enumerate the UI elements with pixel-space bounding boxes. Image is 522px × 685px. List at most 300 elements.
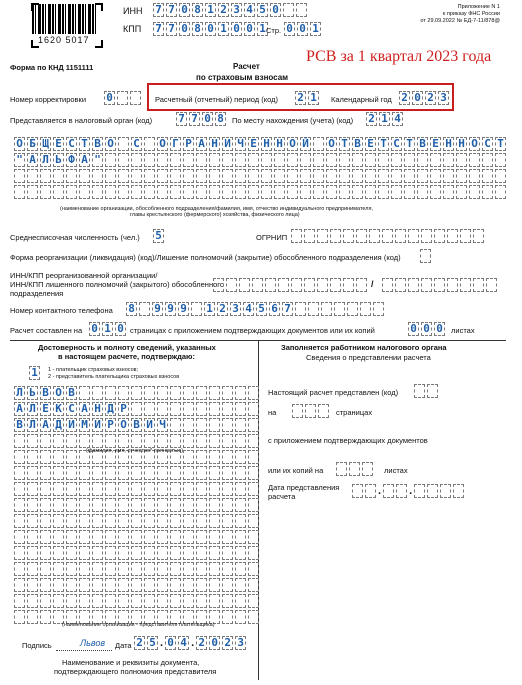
reorg-kpp-cell[interactable] [460,278,471,292]
inn-cell[interactable]: 7 [153,3,164,17]
fio-cell[interactable] [170,514,181,528]
ogrnip-cell[interactable] [421,229,432,243]
right-copies-field[interactable] [336,462,375,476]
sign-date-cell[interactable]: 2 [196,636,207,650]
presented-code-cell[interactable] [427,384,438,398]
submit-date-cell[interactable] [365,484,376,498]
org-name-cell[interactable] [170,153,181,167]
fio-cell[interactable] [196,450,207,464]
reorg-kpp-cell[interactable] [382,278,393,292]
org-name-cell[interactable] [300,185,311,199]
fio-cell[interactable] [222,578,233,592]
org-name-cell[interactable] [456,153,467,167]
fio-cell[interactable] [40,482,51,496]
org-name-cell[interactable]: О [157,137,168,151]
org-name-cell[interactable] [14,185,25,199]
fio-cell[interactable] [66,514,77,528]
fio-cell[interactable] [66,546,77,560]
fio-cell[interactable] [131,498,142,512]
fio-cell[interactable] [144,498,155,512]
fio-cell[interactable] [14,450,25,464]
org-name-cell[interactable] [339,185,350,199]
phone-cell[interactable]: 3 [230,302,241,316]
reorg-kpp-cell[interactable] [486,278,497,292]
kpp-cell[interactable]: 7 [166,22,177,36]
org-name-cell[interactable]: С [482,137,493,151]
fio-cell[interactable] [170,386,181,400]
phone-cell[interactable] [191,302,202,316]
fio-row[interactable] [14,418,261,432]
fio-cell[interactable] [235,514,246,528]
org-name-cell[interactable] [430,185,441,199]
org-name-cell[interactable] [183,185,194,199]
presented-code-cell[interactable] [414,384,425,398]
fio-cell[interactable] [196,418,207,432]
fio-cell[interactable] [66,594,77,608]
org-name-cell[interactable] [27,169,38,183]
fio-cell[interactable] [183,466,194,480]
kpp-field[interactable] [153,22,270,36]
org-name-cell[interactable] [443,185,454,199]
headcount-cell[interactable]: 5 [153,229,164,243]
kpp-cell[interactable]: 0 [231,22,242,36]
fio-cell[interactable] [235,530,246,544]
fio-cell[interactable]: Р [105,418,116,432]
org-name-cell[interactable] [430,169,441,183]
fio-cell[interactable] [79,546,90,560]
sign-date-cell[interactable]: 0 [165,636,176,650]
year-cell[interactable]: 3 [438,91,449,105]
fio-cell[interactable] [222,434,233,448]
fio-cell[interactable] [131,386,142,400]
fio-cell[interactable] [92,562,103,576]
fio-cell[interactable] [14,466,25,480]
fio-cell[interactable] [248,594,259,608]
sign-date-cell[interactable]: 5 [147,636,158,650]
org-name-cell[interactable] [365,169,376,183]
inn-cell[interactable]: 2 [218,3,229,17]
fio-cell[interactable] [40,546,51,560]
org-name-cell[interactable] [14,169,25,183]
phone-cell[interactable] [334,302,345,316]
fio-cell[interactable] [131,482,142,496]
fio-cell[interactable] [118,562,129,576]
org-name-cell[interactable] [157,153,168,167]
org-name-cell[interactable] [144,185,155,199]
fio-cell[interactable] [196,498,207,512]
fio-cell[interactable] [118,578,129,592]
ogrnip-cell[interactable] [395,229,406,243]
fio-cell[interactable] [157,498,168,512]
org-name-cell[interactable] [222,153,233,167]
org-name-cell[interactable] [157,185,168,199]
inn-cell[interactable]: 0 [179,3,190,17]
fio-cell[interactable] [222,546,233,560]
org-name-cell[interactable] [391,153,402,167]
fio-cell[interactable] [118,482,129,496]
reorg-kpp-cell[interactable] [434,278,445,292]
org-name-cell[interactable] [222,185,233,199]
org-name-cell[interactable]: С [66,137,77,151]
fio-cell[interactable] [66,466,77,480]
fio-cell[interactable] [131,546,142,560]
fio-cell[interactable] [196,514,207,528]
fio-cell[interactable] [14,482,25,496]
phone-cell[interactable] [347,302,358,316]
fio-cell[interactable] [183,546,194,560]
org-name-cell[interactable] [300,153,311,167]
submit-date-field[interactable]: . . [352,484,466,498]
period-cell[interactable]: 2 [295,91,306,105]
org-name-cell[interactable] [495,169,506,183]
phone-cell[interactable]: 9 [165,302,176,316]
reorg-field[interactable] [420,249,433,263]
fio-cell[interactable]: В [14,418,25,432]
org-name-cell[interactable] [53,169,64,183]
org-name-cell[interactable] [118,169,129,183]
org-name-cell[interactable]: С [391,137,402,151]
fio-cell[interactable]: А [40,418,51,432]
fio-cell[interactable] [248,498,259,512]
fio-cell[interactable] [209,514,220,528]
phone-cell[interactable] [295,302,306,316]
inn-cell[interactable]: 1 [205,3,216,17]
org-name-cell[interactable]: Н [261,137,272,151]
fio-cell[interactable] [105,466,116,480]
org-name-row[interactable] [14,137,508,151]
fio-cell[interactable] [27,466,38,480]
fio-cell[interactable] [118,434,129,448]
kpp-cell[interactable]: 0 [244,22,255,36]
org-name-cell[interactable]: В [417,137,428,151]
ogrnip-cell[interactable] [291,229,302,243]
fio-cell[interactable] [170,482,181,496]
period-cell[interactable]: 1 [308,91,319,105]
fio-cell[interactable] [105,562,116,576]
fio-cell[interactable] [92,578,103,592]
ogrnip-cell[interactable] [304,229,315,243]
fio-cell[interactable] [27,594,38,608]
fio-cell[interactable] [235,562,246,576]
org-name-cell[interactable] [183,169,194,183]
org-name-cell[interactable] [287,169,298,183]
presented-code-field[interactable] [414,384,440,398]
fio-cell[interactable] [53,562,64,576]
fio-cell[interactable] [248,562,259,576]
fio-cell[interactable] [235,418,246,432]
org-name-cell[interactable] [235,185,246,199]
fio-cell[interactable] [248,610,259,624]
fio-cell[interactable] [183,386,194,400]
org-name-cell[interactable] [339,153,350,167]
fio-cell[interactable] [118,466,129,480]
fio-cell[interactable] [118,514,129,528]
org-name-cell[interactable] [404,185,415,199]
fio-cell[interactable] [196,402,207,416]
tax-office-cell[interactable]: 0 [202,112,213,126]
phone-cell[interactable] [360,302,371,316]
org-name-cell[interactable]: Е [430,137,441,151]
signer-cell[interactable]: 1 [29,366,40,380]
phone-cell[interactable] [373,302,384,316]
org-name-cell[interactable] [482,185,493,199]
fio-cell[interactable] [92,530,103,544]
copies-cell[interactable]: 0 [408,322,419,336]
org-name-cell[interactable]: С [131,137,142,151]
fio-cell[interactable] [209,450,220,464]
org-name-cell[interactable] [274,185,285,199]
ogrnip-cell[interactable] [330,229,341,243]
org-name-cell[interactable] [105,153,116,167]
fio-cell[interactable]: В [40,386,51,400]
fio-cell[interactable] [131,530,142,544]
org-name-cell[interactable] [326,185,337,199]
fio-cell[interactable]: В [66,386,77,400]
org-name-cell[interactable] [443,169,454,183]
org-name-cell[interactable] [209,169,220,183]
fio-cell[interactable] [170,434,181,448]
fio-cell[interactable] [183,482,194,496]
fio-cell[interactable] [183,578,194,592]
fio-cell[interactable] [196,482,207,496]
fio-cell[interactable] [118,386,129,400]
kpp-cell[interactable]: 7 [153,22,164,36]
fio-cell[interactable] [27,434,38,448]
org-name-cell[interactable] [300,169,311,183]
fio-cell[interactable] [14,610,25,624]
fio-cell[interactable] [27,450,38,464]
reorg-kpp-cell[interactable] [395,278,406,292]
fio-cell[interactable] [105,482,116,496]
fio-cell[interactable] [196,466,207,480]
fio-cell[interactable] [92,386,103,400]
fio-cell[interactable] [118,530,129,544]
fio-cell[interactable]: Ь [27,386,38,400]
org-name-cell[interactable]: О [105,137,116,151]
org-name-cell[interactable] [196,169,207,183]
fio-cell[interactable] [222,610,233,624]
fio-cell[interactable] [157,386,168,400]
org-name-cell[interactable] [469,169,480,183]
org-name-cell[interactable]: Т [378,137,389,151]
org-name-cell[interactable] [196,153,207,167]
phone-cell[interactable] [308,302,319,316]
fio-cell[interactable] [248,546,259,560]
org-name-cell[interactable]: О [326,137,337,151]
tax-office-cell[interactable]: 7 [176,112,187,126]
org-name-cell[interactable]: Т [79,137,90,151]
org-name-cell[interactable]: Р [183,137,194,151]
kpp-cell[interactable]: 8 [192,22,203,36]
fio-cell[interactable] [144,594,155,608]
fio-cell[interactable] [79,434,90,448]
fio-cell[interactable] [248,450,259,464]
period-field[interactable] [295,91,321,105]
org-name-cell[interactable] [365,153,376,167]
org-name-cell[interactable] [209,185,220,199]
org-name-cell[interactable] [326,169,337,183]
fio-cell[interactable] [144,386,155,400]
fio-cell[interactable] [144,482,155,496]
fio-cell[interactable] [79,594,90,608]
org-name-cell[interactable]: Г [170,137,181,151]
reorg-inn-cell[interactable] [278,278,289,292]
fio-cell[interactable] [222,482,233,496]
org-name-cell[interactable] [131,153,142,167]
org-name-cell[interactable] [66,185,77,199]
fio-cell[interactable] [53,482,64,496]
fio-cell[interactable] [209,562,220,576]
org-name-cell[interactable] [118,185,129,199]
fio-cell[interactable] [248,418,259,432]
fio-cell[interactable] [157,482,168,496]
ogrnip-cell[interactable] [382,229,393,243]
fio-cell[interactable] [209,546,220,560]
fio-cell[interactable] [196,434,207,448]
org-name-cell[interactable]: Т [495,137,506,151]
reorg-kpp-cell[interactable] [421,278,432,292]
fio-cell[interactable] [157,514,168,528]
phone-cell[interactable]: 1 [204,302,215,316]
fio-cell[interactable] [79,386,90,400]
fio-row[interactable] [14,402,261,416]
org-name-cell[interactable] [365,185,376,199]
fio-cell[interactable] [40,498,51,512]
org-name-cell[interactable]: А [27,153,38,167]
location-cell[interactable]: 1 [379,112,390,126]
fio-cell[interactable] [209,386,220,400]
tax-office-cell[interactable]: 7 [189,112,200,126]
phone-cell[interactable]: 2 [217,302,228,316]
fio-cell[interactable] [118,498,129,512]
org-name-cell[interactable] [287,153,298,167]
fio-cell[interactable] [105,530,116,544]
org-name-cell[interactable] [313,137,324,151]
fio-cell[interactable] [27,578,38,592]
org-name-cell[interactable]: И [222,137,233,151]
fio-cell[interactable]: К [53,402,64,416]
fio-cell[interactable] [144,434,155,448]
fio-cell[interactable] [157,530,168,544]
fio-cell[interactable] [92,498,103,512]
fio-cell[interactable] [248,402,259,416]
org-name-cell[interactable] [170,169,181,183]
org-name-cell[interactable] [209,153,220,167]
fio-cell[interactable] [222,450,233,464]
fio-cell[interactable]: И [66,418,77,432]
org-name-cell[interactable] [105,185,116,199]
org-name-cell[interactable] [248,153,259,167]
org-name-cell[interactable] [144,153,155,167]
fio-cell[interactable] [196,530,207,544]
org-name-cell[interactable] [482,169,493,183]
org-name-cell[interactable] [352,153,363,167]
inn-cell[interactable]: 8 [192,3,203,17]
phone-cell[interactable] [139,302,150,316]
fio-cell[interactable]: Р [118,402,129,416]
org-name-cell[interactable]: Ф [66,153,77,167]
right-pages-cell[interactable] [292,404,303,418]
copies-cell[interactable]: 0 [434,322,445,336]
org-name-cell[interactable]: В [92,137,103,151]
org-name-cell[interactable]: Щ [40,137,51,151]
org-name-cell[interactable]: А [196,137,207,151]
fio-cell[interactable] [40,466,51,480]
org-name-cell[interactable] [53,185,64,199]
reorg-inn-cell[interactable] [356,278,367,292]
ogrnip-cell[interactable] [356,229,367,243]
submit-date-cell[interactable] [396,484,407,498]
org-name-cell[interactable] [391,169,402,183]
submit-date-cell[interactable] [383,484,394,498]
fio-cell[interactable] [131,402,142,416]
right-copies-cell[interactable] [349,462,360,476]
inn-cell[interactable]: 5 [257,3,268,17]
org-name-cell[interactable]: Ч [235,137,246,151]
fio-cell[interactable] [209,482,220,496]
fio-row[interactable] [14,498,261,512]
org-name-cell[interactable]: Т [339,137,350,151]
fio-cell[interactable] [183,450,194,464]
fio-cell[interactable] [144,578,155,592]
fio-cell[interactable] [27,530,38,544]
fio-cell[interactable] [40,610,51,624]
ogrnip-cell[interactable] [317,229,328,243]
reorg-inn-cell[interactable] [317,278,328,292]
org-name-cell[interactable] [339,169,350,183]
org-name-cell[interactable] [417,169,428,183]
fio-cell[interactable] [222,418,233,432]
fio-cell[interactable] [170,562,181,576]
fio-cell[interactable]: Д [105,402,116,416]
fio-cell[interactable] [170,530,181,544]
fio-cell[interactable] [209,578,220,592]
fio-cell[interactable] [235,578,246,592]
fio-cell[interactable]: О [118,418,129,432]
org-name-cell[interactable] [118,153,129,167]
reorg-inn-cell[interactable] [239,278,250,292]
fio-cell[interactable] [53,594,64,608]
year-cell[interactable]: 2 [425,91,436,105]
fio-cell[interactable] [248,466,259,480]
inn-cell[interactable] [296,3,307,17]
fio-cell[interactable] [196,562,207,576]
fio-row[interactable] [14,578,261,592]
right-copies-cell[interactable] [336,462,347,476]
fio-cell[interactable] [170,466,181,480]
org-name-cell[interactable]: О [287,137,298,151]
fio-cell[interactable] [131,514,142,528]
fio-cell[interactable]: Л [27,402,38,416]
fio-cell[interactable] [235,434,246,448]
org-name-row[interactable] [14,169,508,183]
year-cell[interactable]: 0 [412,91,423,105]
headcount-field[interactable] [153,229,166,243]
fio-cell[interactable] [235,402,246,416]
signer-code-field[interactable] [29,366,42,380]
fio-cell[interactable] [105,594,116,608]
phone-cell[interactable]: 6 [269,302,280,316]
sign-date-cell[interactable]: 4 [178,636,189,650]
fio-cell[interactable] [196,386,207,400]
org-name-cell[interactable] [417,153,428,167]
org-name-cell[interactable] [27,185,38,199]
tax-office-cell[interactable]: 8 [215,112,226,126]
right-copies-cell[interactable] [362,462,373,476]
tax-office-field[interactable] [176,112,228,126]
year-cell[interactable]: 2 [399,91,410,105]
org-name-cell[interactable] [469,185,480,199]
